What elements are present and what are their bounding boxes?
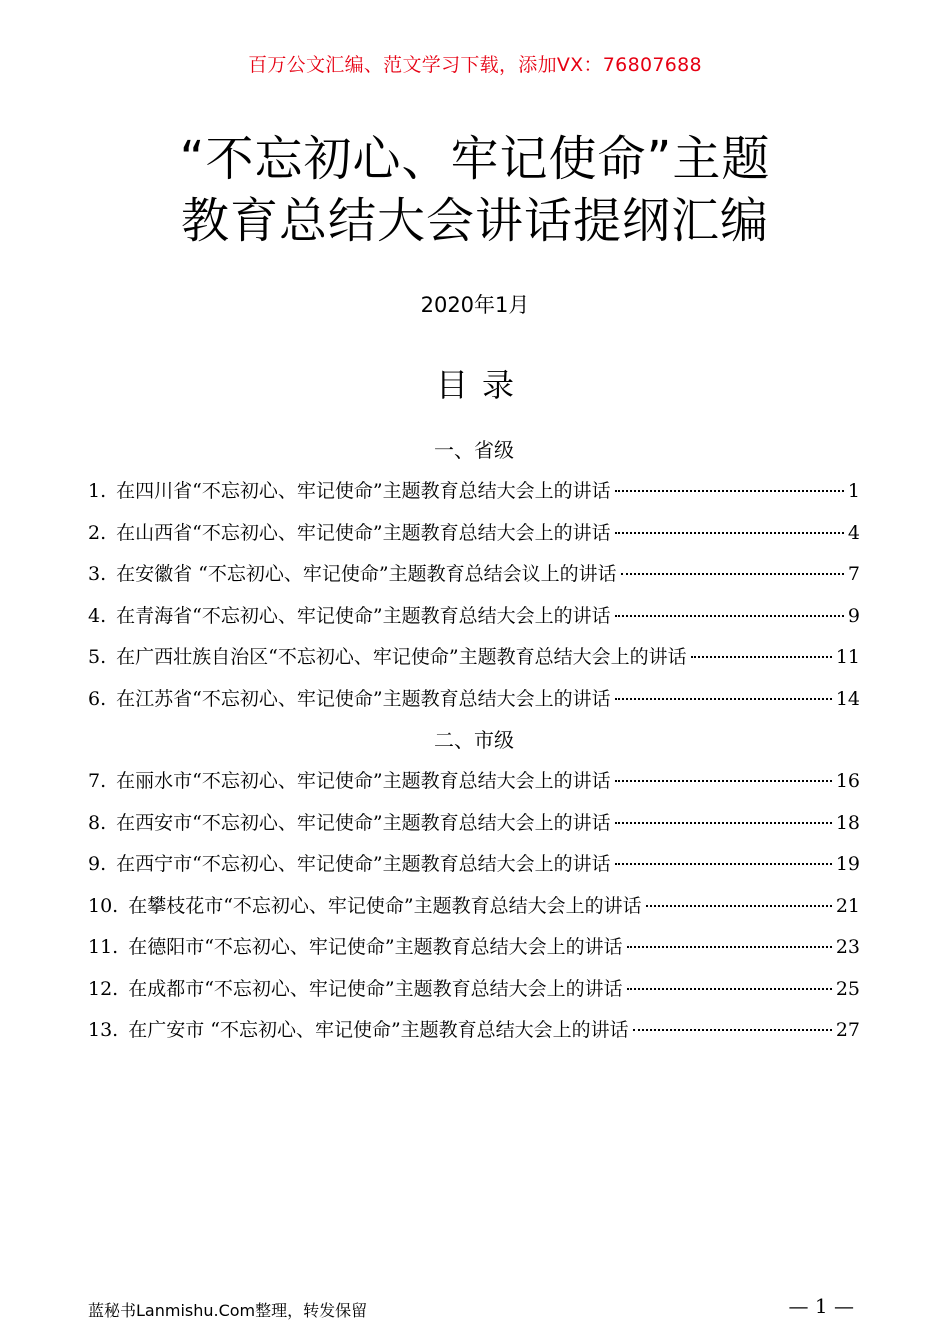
entry-page: 11	[835, 646, 860, 668]
entry-number: 5.	[88, 646, 107, 668]
table-of-contents	[88, 430, 860, 1052]
toc-entry[interactable]	[88, 844, 860, 886]
title-line-1: “不忘初心、牢记使命”主题	[179, 131, 771, 187]
header-note: 百万公文汇编、范文学习下载，添加VX：76807688	[248, 54, 702, 76]
entry-page: 18	[835, 811, 860, 834]
entry-number: 9.	[88, 853, 107, 875]
entry-number: 8.	[88, 811, 107, 834]
entry-title: 在西宁市“不忘初心、牢记使命”主题教育总结大会上的讲话	[116, 853, 611, 875]
entry-number: 3.	[88, 563, 107, 585]
entry-page: 21	[835, 894, 860, 917]
entry-page: 7	[847, 563, 860, 585]
entry-title: 在安徽省 “不忘初心、牢记使命”主题教育总结会议上的讲话	[116, 563, 617, 585]
entry-page: 9	[847, 604, 860, 627]
entry-number: 4.	[88, 604, 107, 627]
dot-leader	[646, 905, 832, 907]
dot-leader	[615, 780, 832, 782]
toc-entry[interactable]	[88, 637, 860, 679]
entry-title: 在德阳市“不忘初心、牢记使命”主题教育总结大会上的讲话	[128, 936, 623, 958]
entry-number: 10.	[88, 894, 119, 917]
title-line-2: 教育总结大会讲话提纲汇编	[180, 193, 769, 249]
dot-leader	[615, 615, 844, 617]
entry-number: 7.	[88, 770, 107, 792]
entry-title: 在青海省“不忘初心、牢记使命”主题教育总结大会上的讲话	[116, 604, 611, 627]
entry-page: 16	[835, 770, 860, 792]
dot-leader	[691, 656, 832, 658]
toc-entry[interactable]	[88, 927, 860, 969]
entry-title: 在广西壮族自治区“不忘初心、牢记使命”主题教育总结大会上的讲话	[116, 646, 687, 668]
entry-title: 在四川省“不忘初心、牢记使命”主题教育总结大会上的讲话	[116, 480, 611, 502]
toc-entry[interactable]	[88, 679, 860, 721]
entry-title: 在广安市 “不忘初心、牢记使命”主题教育总结大会上的讲话	[128, 1019, 629, 1041]
entry-number: 6.	[88, 687, 107, 710]
dot-leader	[615, 532, 844, 534]
entry-page: 4	[847, 521, 860, 544]
section-heading-municipal: 二、市级	[434, 728, 514, 752]
entry-page: 25	[835, 977, 860, 1000]
entry-title: 在丽水市“不忘初心、牢记使命”主题教育总结大会上的讲话	[116, 770, 611, 792]
entry-number: 1.	[88, 480, 107, 502]
entry-number: 13.	[88, 1019, 119, 1041]
dot-leader	[615, 822, 832, 824]
toc-entry[interactable]	[88, 471, 860, 513]
footer-credit: 蓝秘书Lanmishu.Com整理，转发保留	[88, 1301, 368, 1320]
toc-entry[interactable]	[88, 886, 860, 928]
entry-title: 在江苏省“不忘初心、牢记使命”主题教育总结大会上的讲话	[116, 687, 611, 710]
entry-page: 14	[835, 687, 860, 710]
entry-page: 23	[835, 936, 860, 958]
entry-page: 27	[835, 1019, 860, 1041]
dot-leader	[627, 988, 832, 990]
dot-leader	[627, 946, 832, 948]
toc-entry[interactable]	[88, 513, 860, 555]
section-heading-provincial: 一、省级	[434, 438, 514, 462]
entry-number: 11.	[88, 936, 119, 958]
entry-page: 1	[847, 480, 860, 502]
entry-title: 在攀枝花市“不忘初心、牢记使命”主题教育总结大会上的讲话	[128, 894, 642, 917]
document-date: 2020年1月	[420, 293, 530, 317]
toc-entry[interactable]	[88, 969, 860, 1011]
entry-title: 在山西省“不忘初心、牢记使命”主题教育总结大会上的讲话	[116, 521, 611, 544]
dot-leader	[633, 1029, 832, 1031]
dot-leader	[615, 490, 844, 492]
document-title	[0, 128, 950, 252]
toc-entry[interactable]	[88, 554, 860, 596]
dot-leader	[615, 863, 832, 865]
dot-leader	[621, 573, 844, 575]
entry-page: 19	[835, 853, 860, 875]
toc-entry[interactable]	[88, 596, 860, 638]
dot-leader	[615, 698, 832, 700]
toc-entry[interactable]	[88, 803, 860, 845]
entry-number: 2.	[88, 521, 107, 544]
toc-entry[interactable]	[88, 1010, 860, 1052]
toc-heading: 目录	[435, 366, 528, 404]
entry-title: 在西安市“不忘初心、牢记使命”主题教育总结大会上的讲话	[116, 811, 611, 834]
entry-number: 12.	[88, 977, 119, 1000]
page-number: — 1 —	[788, 1294, 854, 1318]
toc-entry[interactable]	[88, 761, 860, 803]
entry-title: 在成都市“不忘初心、牢记使命”主题教育总结大会上的讲话	[128, 977, 623, 1000]
